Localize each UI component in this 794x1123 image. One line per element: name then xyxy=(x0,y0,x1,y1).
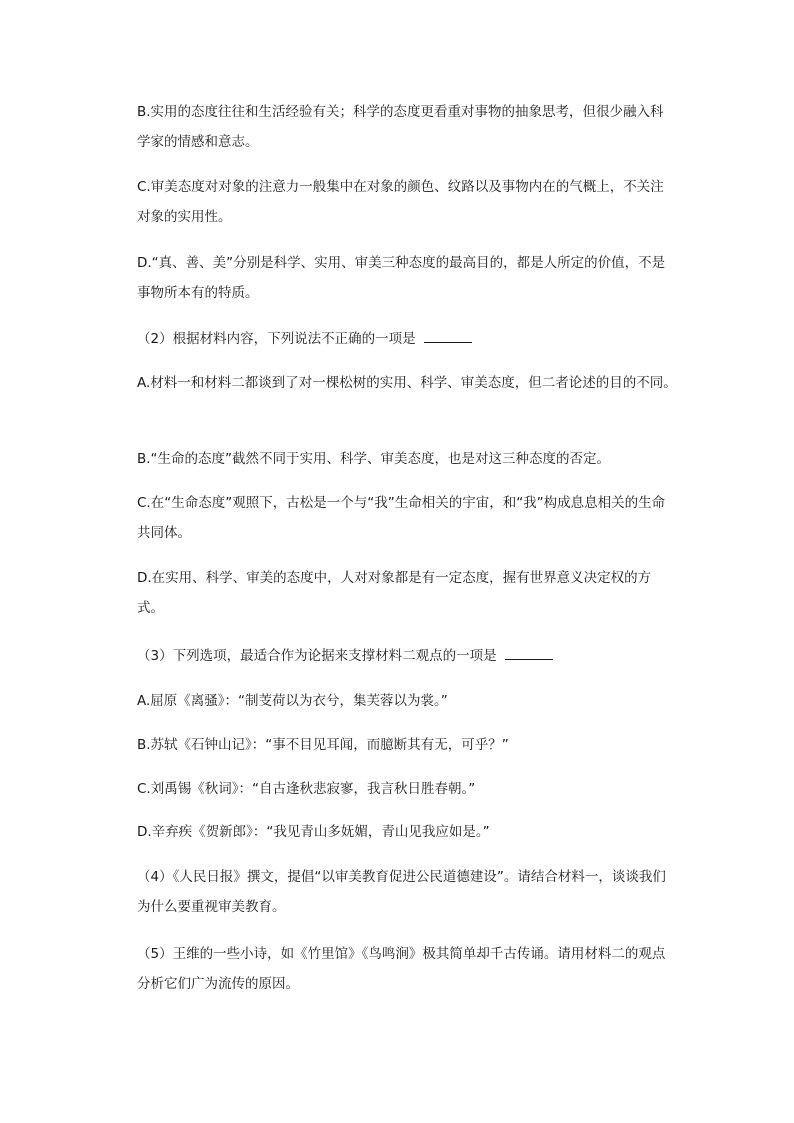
q2-option-c: C.在“生命态度”观照下，古松是一个与“我”生命相关的宇宙，和“我”构成息息相关的生命共同体。 xyxy=(137,495,666,541)
q1-option-c: C.审美态度对对象的注意力一般集中在对象的颜色、纹路以及事物内在的气概上，不关注对象的实用性。 xyxy=(137,179,664,225)
q3-option-c: C.刘禹锡《秋词》：“自古逢秋悲寂寥，我言秋日胜春朝。” xyxy=(137,781,476,797)
q4-question: （4）《人民日报》撰文，提倡“以审美教育促进公民道德建设”。请结合材料一，谈谈我们为什么要重视审美教育。 xyxy=(137,869,666,915)
q5-question: （5）王维的一些小诗，如《竹里馆》《鸟鸣涧》极其简单却千古传诵。请用材料二的观点分析它们广为流传的原因。 xyxy=(137,946,666,992)
q3-answer-blank[interactable] xyxy=(505,645,553,660)
q3-stem xyxy=(137,641,677,671)
q3-option-d: D.辛弃疾《贺新郎》：“我见青山多妩媚，青山见我应如是。” xyxy=(137,824,490,840)
q2-answer-blank[interactable] xyxy=(424,328,472,343)
q3-option-a: A.屈原《离骚》：“制芰荷以为衣兮，集芙蓉以为裳。” xyxy=(137,693,448,709)
q2-option-d: D.在实用、科学、审美的态度中，人对对象都是有一定态度，握有世界意义决定权的方式。 xyxy=(137,570,652,616)
q1-option-b: B.实用的态度往往和生活经验有关；科学的态度更看重对事物的抽象思考，但很少融入科学家的情感和意志。 xyxy=(137,104,664,150)
q2-stem-text: （2）根据材料内容，下列说法不正确的一项是 xyxy=(137,331,416,347)
q2-stem xyxy=(137,324,677,354)
q3-stem-text: （3）下列选项，最适合作为论据来支撑材料二观点的一项是 xyxy=(137,648,497,664)
q3-option-b: B.苏轼《石钟山记》：“事不目见耳闻，而臆断其有无，可乎？” xyxy=(137,737,509,753)
q2-option-b: B.“生命的态度”截然不同于实用、科学、审美态度，也是对这三种态度的否定。 xyxy=(137,451,611,467)
q2-option-a: A.材料一和材料二都谈到了对一棵松树的实用、科学、审美态度，但二者论述的目的不同。 xyxy=(137,375,677,391)
q1-option-d: D.“真、善、美”分别是科学、实用、审美三种态度的最高目的，都是人所定的价值，不是事物所本有的特质。 xyxy=(137,255,666,301)
